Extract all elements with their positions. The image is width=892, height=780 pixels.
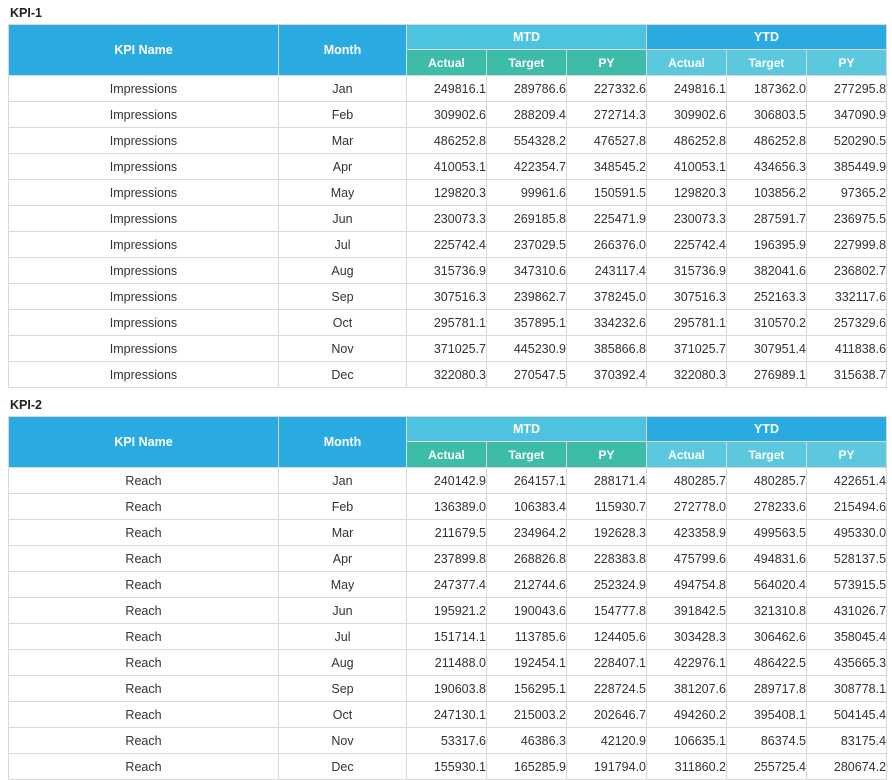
- table-row[interactable]: [9, 702, 887, 728]
- column-header-ytd-target[interactable]: Target: [727, 442, 807, 468]
- cell-kpi-name: Reach: [9, 702, 279, 728]
- column-header-mtd-actual[interactable]: Actual: [407, 50, 487, 76]
- table-row[interactable]: [9, 676, 887, 702]
- cell-ytd-target: 187362.0: [727, 76, 807, 102]
- cell-ytd-actual: 381207.6: [647, 676, 727, 702]
- table-row[interactable]: [9, 232, 887, 258]
- cell-ytd-actual: 494754.8: [647, 572, 727, 598]
- table-header-1: [9, 25, 887, 76]
- table-row[interactable]: [9, 494, 887, 520]
- cell-month: Aug: [279, 258, 407, 284]
- cell-ytd-actual: 272778.0: [647, 494, 727, 520]
- table-row[interactable]: [9, 362, 887, 388]
- cell-mtd-py: 228383.8: [567, 546, 647, 572]
- cell-mtd-py: 42120.9: [567, 728, 647, 754]
- cell-ytd-target: 321310.8: [727, 598, 807, 624]
- cell-ytd-py: 315638.7: [807, 362, 887, 388]
- cell-mtd-target: 212744.6: [487, 572, 567, 598]
- cell-mtd-target: 237029.5: [487, 232, 567, 258]
- cell-ytd-target: 494831.6: [727, 546, 807, 572]
- cell-month: May: [279, 572, 407, 598]
- table-row[interactable]: [9, 76, 887, 102]
- cell-kpi-name: Impressions: [9, 362, 279, 388]
- table-row[interactable]: [9, 624, 887, 650]
- cell-mtd-actual: 295781.1: [407, 310, 487, 336]
- cell-month: Mar: [279, 520, 407, 546]
- cell-mtd-actual: 155930.1: [407, 754, 487, 780]
- cell-mtd-actual: 247130.1: [407, 702, 487, 728]
- cell-mtd-py: 192628.3: [567, 520, 647, 546]
- cell-kpi-name: Reach: [9, 468, 279, 494]
- cell-ytd-py: 411838.6: [807, 336, 887, 362]
- cell-month: Oct: [279, 702, 407, 728]
- cell-kpi-name: Impressions: [9, 258, 279, 284]
- table-row[interactable]: [9, 102, 887, 128]
- cell-mtd-py: 476527.8: [567, 128, 647, 154]
- column-header-mtd-target[interactable]: Target: [487, 442, 567, 468]
- column-header-mtd-py[interactable]: PY: [567, 442, 647, 468]
- cell-ytd-py: 97365.2: [807, 180, 887, 206]
- column-header-kpi-name[interactable]: KPI Name: [9, 417, 279, 468]
- cell-ytd-py: 495330.0: [807, 520, 887, 546]
- cell-mtd-actual: 151714.1: [407, 624, 487, 650]
- cell-month: Apr: [279, 546, 407, 572]
- cell-month: Feb: [279, 102, 407, 128]
- column-header-ytd-actual[interactable]: Actual: [647, 50, 727, 76]
- column-header-mtd-actual[interactable]: Actual: [407, 442, 487, 468]
- cell-mtd-py: 154777.8: [567, 598, 647, 624]
- cell-ytd-target: 276989.1: [727, 362, 807, 388]
- cell-ytd-py: 520290.5: [807, 128, 887, 154]
- cell-ytd-py: 504145.4: [807, 702, 887, 728]
- cell-mtd-py: 370392.4: [567, 362, 647, 388]
- cell-ytd-py: 215494.6: [807, 494, 887, 520]
- cell-ytd-actual: 249816.1: [647, 76, 727, 102]
- column-group-header-ytd: YTD: [647, 417, 887, 442]
- cell-mtd-actual: 322080.3: [407, 362, 487, 388]
- cell-ytd-target: 252163.3: [727, 284, 807, 310]
- cell-mtd-target: 288209.4: [487, 102, 567, 128]
- cell-ytd-actual: 307516.3: [647, 284, 727, 310]
- cell-month: Nov: [279, 336, 407, 362]
- cell-kpi-name: Impressions: [9, 154, 279, 180]
- column-header-ytd-target[interactable]: Target: [727, 50, 807, 76]
- cell-mtd-py: 150591.5: [567, 180, 647, 206]
- cell-ytd-target: 289717.8: [727, 676, 807, 702]
- cell-month: Jul: [279, 232, 407, 258]
- column-group-header-mtd: MTD: [407, 25, 647, 50]
- cell-mtd-actual: 486252.8: [407, 128, 487, 154]
- cell-mtd-py: 115930.7: [567, 494, 647, 520]
- cell-kpi-name: Reach: [9, 650, 279, 676]
- cell-ytd-target: 307951.4: [727, 336, 807, 362]
- column-group-header-ytd: YTD: [647, 25, 887, 50]
- cell-mtd-target: 445230.9: [487, 336, 567, 362]
- cell-month: Feb: [279, 494, 407, 520]
- column-group-header-mtd: MTD: [407, 417, 647, 442]
- kpi-table-2: [8, 416, 887, 780]
- cell-ytd-actual: 475799.6: [647, 546, 727, 572]
- cell-ytd-py: 435665.3: [807, 650, 887, 676]
- column-header-mtd-target[interactable]: Target: [487, 50, 567, 76]
- cell-ytd-actual: 129820.3: [647, 180, 727, 206]
- cell-month: Dec: [279, 362, 407, 388]
- cell-mtd-actual: 309902.6: [407, 102, 487, 128]
- cell-ytd-actual: 315736.9: [647, 258, 727, 284]
- cell-ytd-target: 255725.4: [727, 754, 807, 780]
- cell-mtd-target: 234964.2: [487, 520, 567, 546]
- cell-ytd-py: 573915.5: [807, 572, 887, 598]
- cell-mtd-py: 225471.9: [567, 206, 647, 232]
- cell-mtd-py: 243117.4: [567, 258, 647, 284]
- column-header-ytd-py[interactable]: PY: [807, 442, 887, 468]
- table-row[interactable]: [9, 598, 887, 624]
- cell-month: Mar: [279, 128, 407, 154]
- column-header-month[interactable]: Month: [279, 417, 407, 468]
- cell-mtd-py: 272714.3: [567, 102, 647, 128]
- cell-mtd-target: 113785.6: [487, 624, 567, 650]
- header-row-groups: [9, 25, 887, 50]
- cell-mtd-py: 252324.9: [567, 572, 647, 598]
- kpi-table-1: [8, 24, 887, 388]
- cell-mtd-actual: 315736.9: [407, 258, 487, 284]
- cell-kpi-name: Reach: [9, 494, 279, 520]
- cell-month: Jan: [279, 76, 407, 102]
- cell-mtd-actual: 195921.2: [407, 598, 487, 624]
- cell-mtd-target: 239862.7: [487, 284, 567, 310]
- cell-ytd-py: 83175.4: [807, 728, 887, 754]
- cell-ytd-actual: 106635.1: [647, 728, 727, 754]
- table-body-2: [9, 468, 887, 780]
- cell-mtd-actual: 371025.7: [407, 336, 487, 362]
- cell-ytd-py: 332117.6: [807, 284, 887, 310]
- cell-month: Jul: [279, 624, 407, 650]
- cell-ytd-actual: 303428.3: [647, 624, 727, 650]
- cell-mtd-py: 227332.6: [567, 76, 647, 102]
- cell-mtd-py: 334232.6: [567, 310, 647, 336]
- cell-ytd-target: 103856.2: [727, 180, 807, 206]
- cell-month: Oct: [279, 310, 407, 336]
- cell-month: Aug: [279, 650, 407, 676]
- cell-month: May: [279, 180, 407, 206]
- table-row[interactable]: [9, 284, 887, 310]
- cell-kpi-name: Impressions: [9, 284, 279, 310]
- cell-mtd-actual: 211488.0: [407, 650, 487, 676]
- cell-mtd-target: 46386.3: [487, 728, 567, 754]
- cell-mtd-target: 165285.9: [487, 754, 567, 780]
- section-title-kpi-2: KPI-2: [10, 398, 42, 412]
- cell-mtd-target: 554328.2: [487, 128, 567, 154]
- cell-ytd-py: 358045.4: [807, 624, 887, 650]
- cell-mtd-py: 124405.6: [567, 624, 647, 650]
- cell-ytd-actual: 230073.3: [647, 206, 727, 232]
- cell-ytd-py: 422651.4: [807, 468, 887, 494]
- cell-ytd-py: 277295.8: [807, 76, 887, 102]
- cell-mtd-actual: 307516.3: [407, 284, 487, 310]
- column-header-ytd-actual[interactable]: Actual: [647, 442, 727, 468]
- cell-kpi-name: Reach: [9, 546, 279, 572]
- cell-mtd-target: 289786.6: [487, 76, 567, 102]
- table-row[interactable]: [9, 520, 887, 546]
- cell-ytd-target: 306462.6: [727, 624, 807, 650]
- cell-ytd-actual: 225742.4: [647, 232, 727, 258]
- cell-mtd-py: 266376.0: [567, 232, 647, 258]
- cell-month: Jun: [279, 598, 407, 624]
- table-row[interactable]: [9, 468, 887, 494]
- kpi-section-2: [8, 398, 887, 780]
- cell-ytd-target: 86374.5: [727, 728, 807, 754]
- cell-kpi-name: Impressions: [9, 310, 279, 336]
- cell-mtd-target: 269185.8: [487, 206, 567, 232]
- cell-ytd-actual: 311860.2: [647, 754, 727, 780]
- column-header-month[interactable]: Month: [279, 25, 407, 76]
- cell-ytd-py: 227999.8: [807, 232, 887, 258]
- cell-ytd-py: 308778.1: [807, 676, 887, 702]
- cell-kpi-name: Reach: [9, 572, 279, 598]
- cell-month: Dec: [279, 754, 407, 780]
- cell-mtd-py: 191794.0: [567, 754, 647, 780]
- cell-ytd-actual: 322080.3: [647, 362, 727, 388]
- cell-ytd-py: 431026.7: [807, 598, 887, 624]
- cell-ytd-py: 236802.7: [807, 258, 887, 284]
- header-row-groups: [9, 417, 887, 442]
- table-row[interactable]: [9, 258, 887, 284]
- table-header-2: [9, 417, 887, 468]
- cell-month: Jun: [279, 206, 407, 232]
- cell-ytd-actual: 486252.8: [647, 128, 727, 154]
- cell-ytd-actual: 480285.7: [647, 468, 727, 494]
- cell-kpi-name: Impressions: [9, 76, 279, 102]
- table-row[interactable]: [9, 310, 887, 336]
- table-row[interactable]: [9, 546, 887, 572]
- cell-ytd-target: 480285.7: [727, 468, 807, 494]
- cell-mtd-target: 106383.4: [487, 494, 567, 520]
- cell-kpi-name: Impressions: [9, 206, 279, 232]
- cell-mtd-py: 228724.5: [567, 676, 647, 702]
- cell-ytd-target: 196395.9: [727, 232, 807, 258]
- cell-ytd-actual: 422976.1: [647, 650, 727, 676]
- cell-ytd-actual: 309902.6: [647, 102, 727, 128]
- cell-mtd-actual: 230073.3: [407, 206, 487, 232]
- cell-mtd-target: 347310.6: [487, 258, 567, 284]
- column-header-mtd-py[interactable]: PY: [567, 50, 647, 76]
- cell-mtd-py: 228407.1: [567, 650, 647, 676]
- cell-mtd-actual: 249816.1: [407, 76, 487, 102]
- cell-mtd-py: 385866.8: [567, 336, 647, 362]
- kpi-section-1: [8, 6, 887, 388]
- cell-mtd-actual: 129820.3: [407, 180, 487, 206]
- table-row[interactable]: [9, 754, 887, 780]
- cell-ytd-actual: 410053.1: [647, 154, 727, 180]
- cell-ytd-target: 434656.3: [727, 154, 807, 180]
- table-body-1: [9, 76, 887, 388]
- cell-month: Nov: [279, 728, 407, 754]
- cell-kpi-name: Impressions: [9, 102, 279, 128]
- cell-mtd-actual: 136389.0: [407, 494, 487, 520]
- cell-ytd-actual: 371025.7: [647, 336, 727, 362]
- cell-ytd-py: 280674.2: [807, 754, 887, 780]
- cell-mtd-actual: 247377.4: [407, 572, 487, 598]
- table-row[interactable]: [9, 206, 887, 232]
- cell-mtd-actual: 240142.9: [407, 468, 487, 494]
- table-row[interactable]: [9, 728, 887, 754]
- cell-ytd-target: 287591.7: [727, 206, 807, 232]
- table-row[interactable]: [9, 128, 887, 154]
- cell-ytd-actual: 295781.1: [647, 310, 727, 336]
- cell-mtd-actual: 190603.8: [407, 676, 487, 702]
- column-header-kpi-name[interactable]: KPI Name: [9, 25, 279, 76]
- cell-mtd-target: 99961.6: [487, 180, 567, 206]
- cell-kpi-name: Impressions: [9, 336, 279, 362]
- table-row[interactable]: [9, 336, 887, 362]
- cell-mtd-py: 288171.4: [567, 468, 647, 494]
- cell-ytd-target: 564020.4: [727, 572, 807, 598]
- section-title-kpi-1: KPI-1: [10, 6, 42, 20]
- cell-mtd-actual: 237899.8: [407, 546, 487, 572]
- cell-ytd-py: 528137.5: [807, 546, 887, 572]
- cell-mtd-target: 422354.7: [487, 154, 567, 180]
- table-row[interactable]: [9, 572, 887, 598]
- cell-mtd-actual: 225742.4: [407, 232, 487, 258]
- cell-mtd-target: 264157.1: [487, 468, 567, 494]
- cell-month: Sep: [279, 676, 407, 702]
- cell-mtd-actual: 53317.6: [407, 728, 487, 754]
- table-row[interactable]: [9, 154, 887, 180]
- cell-ytd-target: 310570.2: [727, 310, 807, 336]
- cell-kpi-name: Reach: [9, 598, 279, 624]
- cell-kpi-name: Reach: [9, 676, 279, 702]
- cell-ytd-py: 257329.6: [807, 310, 887, 336]
- cell-mtd-target: 156295.1: [487, 676, 567, 702]
- cell-ytd-actual: 494260.2: [647, 702, 727, 728]
- cell-mtd-actual: 410053.1: [407, 154, 487, 180]
- cell-month: Jan: [279, 468, 407, 494]
- cell-kpi-name: Reach: [9, 728, 279, 754]
- cell-kpi-name: Reach: [9, 754, 279, 780]
- cell-mtd-target: 357895.1: [487, 310, 567, 336]
- cell-ytd-target: 382041.6: [727, 258, 807, 284]
- cell-ytd-py: 236975.5: [807, 206, 887, 232]
- cell-ytd-target: 395408.1: [727, 702, 807, 728]
- cell-ytd-py: 385449.9: [807, 154, 887, 180]
- cell-mtd-py: 378245.0: [567, 284, 647, 310]
- cell-ytd-target: 278233.6: [727, 494, 807, 520]
- cell-month: Apr: [279, 154, 407, 180]
- cell-mtd-py: 348545.2: [567, 154, 647, 180]
- cell-mtd-py: 202646.7: [567, 702, 647, 728]
- cell-kpi-name: Impressions: [9, 232, 279, 258]
- cell-kpi-name: Impressions: [9, 180, 279, 206]
- cell-mtd-target: 268826.8: [487, 546, 567, 572]
- cell-ytd-py: 347090.9: [807, 102, 887, 128]
- cell-mtd-actual: 211679.5: [407, 520, 487, 546]
- table-row[interactable]: [9, 180, 887, 206]
- table-row[interactable]: [9, 650, 887, 676]
- cell-mtd-target: 192454.1: [487, 650, 567, 676]
- cell-mtd-target: 190043.6: [487, 598, 567, 624]
- cell-kpi-name: Reach: [9, 624, 279, 650]
- cell-ytd-target: 486252.8: [727, 128, 807, 154]
- cell-month: Sep: [279, 284, 407, 310]
- cell-ytd-target: 306803.5: [727, 102, 807, 128]
- cell-kpi-name: Impressions: [9, 128, 279, 154]
- cell-mtd-target: 270547.5: [487, 362, 567, 388]
- cell-mtd-target: 215003.2: [487, 702, 567, 728]
- cell-ytd-target: 486422.5: [727, 650, 807, 676]
- cell-ytd-actual: 391842.5: [647, 598, 727, 624]
- column-header-ytd-py[interactable]: PY: [807, 50, 887, 76]
- cell-kpi-name: Reach: [9, 520, 279, 546]
- cell-ytd-actual: 423358.9: [647, 520, 727, 546]
- cell-ytd-target: 499563.5: [727, 520, 807, 546]
